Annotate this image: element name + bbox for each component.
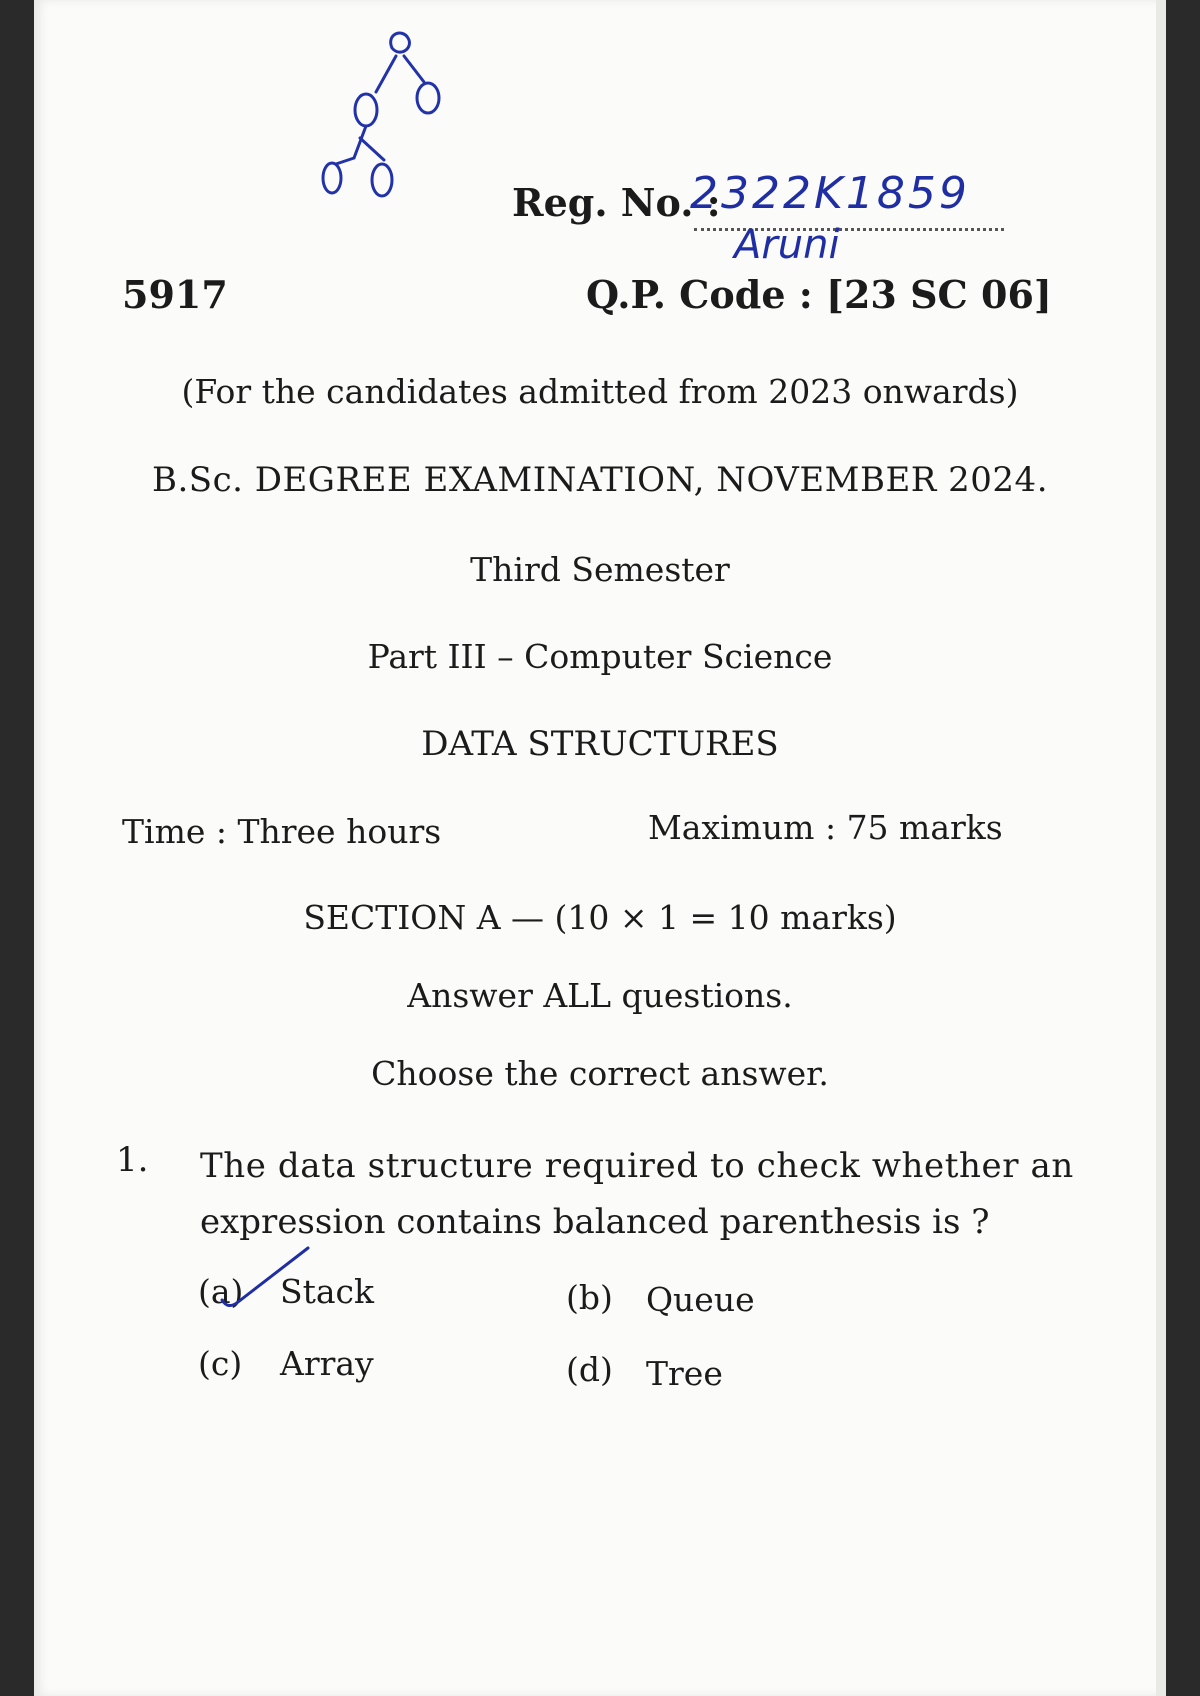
- option-d-label: (d): [566, 1350, 613, 1389]
- option-c-text: Array: [280, 1344, 374, 1383]
- option-b-label: (b): [566, 1278, 613, 1317]
- handwritten-tree-sketch: [274, 20, 474, 210]
- degree-title: B.Sc. DEGREE EXAMINATION, NOVEMBER 2024.: [151, 460, 1048, 500]
- option-a-text: Stack: [280, 1272, 375, 1311]
- qp-code: Q.P. Code : [23 SC 06]: [586, 272, 1052, 317]
- eligibility-note: (For the candidates admitted from 2023 onwards): [181, 372, 1019, 411]
- option-c-label: (c): [198, 1344, 243, 1383]
- student-name-handwritten: Aruni: [734, 222, 840, 268]
- option-a-label: (a): [198, 1272, 244, 1311]
- paper-subject: DATA STRUCTURES: [421, 724, 779, 764]
- option-d-text: Tree: [646, 1354, 723, 1393]
- time-allowed: Time : Three hours: [122, 812, 442, 851]
- instruction-answer-all: Answer ALL questions.: [407, 976, 793, 1015]
- reg-no-handwritten: 2322K1859: [690, 168, 970, 219]
- maximum-marks: Maximum : 75 marks: [648, 808, 1003, 847]
- question-number: 1.: [116, 1140, 149, 1180]
- page-edge: [1156, 0, 1166, 1696]
- section-title: SECTION A — (10 × 1 = 10 marks): [303, 898, 897, 937]
- exam-paper: [34, 0, 1166, 1696]
- handwritten-check-mark: [204, 1240, 324, 1320]
- semester: Third Semester: [470, 550, 730, 589]
- part-subject: Part III – Computer Science: [367, 637, 833, 676]
- reg-no-label: Reg. No. :: [512, 180, 721, 225]
- option-b-text: Queue: [646, 1280, 755, 1319]
- question-text-line2: expression contains balanced parenthesis is ?: [200, 1202, 990, 1242]
- instruction-choose: Choose the correct answer.: [371, 1054, 829, 1093]
- question-text-line1: The data structure required to check whether an: [200, 1146, 1074, 1186]
- paper-number: 5917: [122, 272, 228, 317]
